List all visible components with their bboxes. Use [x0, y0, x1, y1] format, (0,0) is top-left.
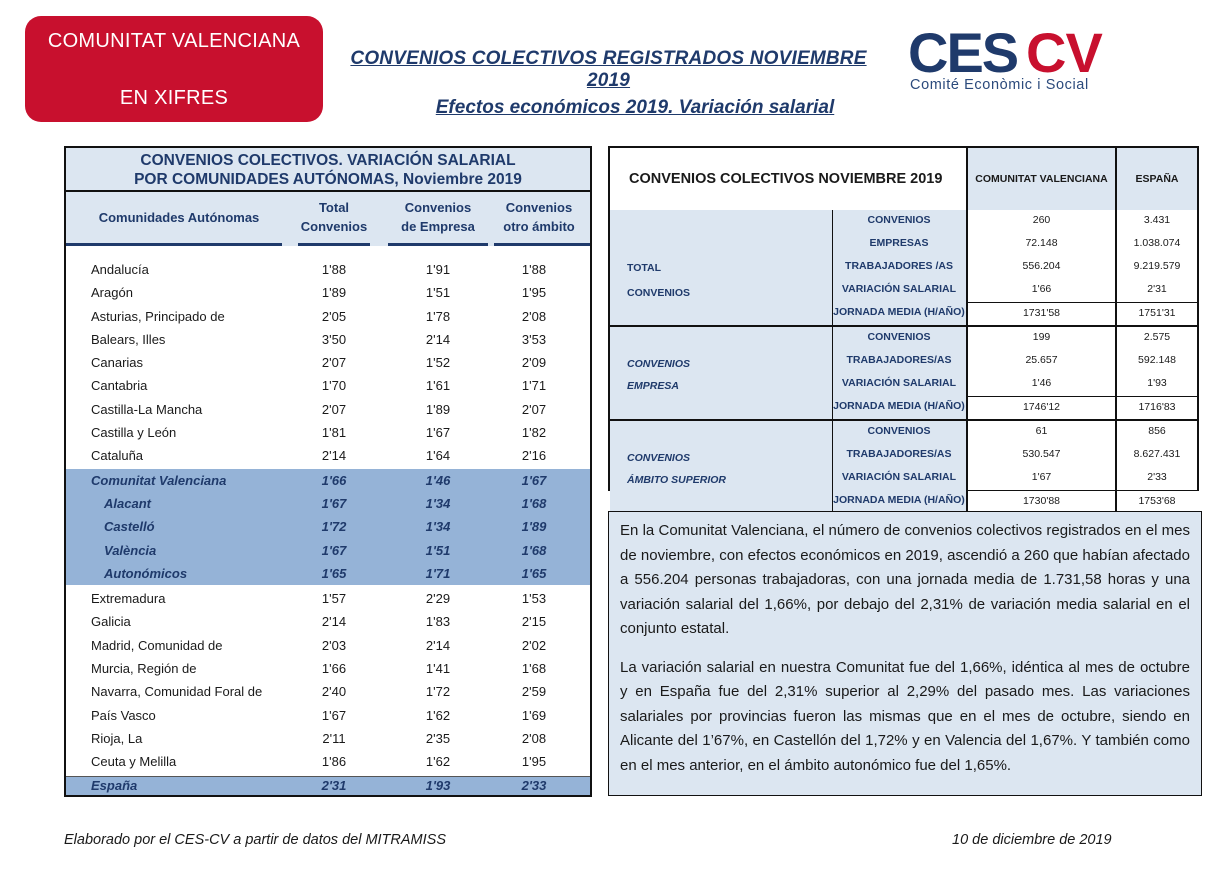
row-total: 3'50: [321, 331, 347, 347]
summary-row-cv: 1731'58: [966, 302, 1117, 325]
table-row: [66, 680, 590, 703]
header-empresa-l1: Convenios: [404, 200, 472, 215]
row-total: 1'86: [321, 754, 347, 770]
row-otro: 2'09: [521, 355, 547, 371]
row-name: Madrid, Comunidad de: [91, 637, 223, 653]
summary-table-header: [610, 148, 1197, 212]
row-otro: 1'89: [521, 519, 547, 535]
table-row: [66, 421, 590, 444]
table-row: [66, 351, 590, 374]
summary-row-es: 8.627.431: [1117, 444, 1197, 467]
summary-row-cv: 530.547: [966, 444, 1117, 467]
summary-row-cv: 1730'88: [966, 490, 1117, 513]
table-row: [66, 587, 590, 610]
row-total: 1'67: [321, 495, 347, 511]
row-name: Andalucía: [91, 262, 149, 277]
summary-row: [832, 444, 1197, 467]
header-regions: Comunidades Autónomas: [98, 210, 260, 225]
row-otro: 2'16: [521, 448, 547, 464]
regions-group-b: [66, 587, 590, 773]
table-row: [66, 328, 590, 351]
badge-line1: COMUNITAT VALENCIANA: [47, 30, 301, 52]
row-otro: 1'68: [521, 661, 547, 677]
row-total: 1'66: [321, 661, 347, 677]
summary-row-cv: 25.657: [966, 350, 1117, 373]
row-otro: 3'53: [521, 331, 547, 347]
row-otro: 1'65: [521, 565, 547, 581]
row-name: Alacant: [104, 495, 151, 511]
table-row: [66, 374, 590, 397]
summary-row-es: 1.038.074: [1117, 233, 1197, 256]
row-total: 1'70: [321, 378, 347, 394]
summary-row-label: CONVENIOS: [867, 425, 931, 437]
row-empresa: 1'67: [425, 425, 451, 441]
summary-row: [832, 302, 1197, 325]
summary-row-label: TRABAJADORES /AS: [845, 260, 953, 272]
cescv-logo-mark: [908, 28, 1140, 78]
row-empresa: 1'34: [425, 519, 451, 535]
row-total: 1'65: [321, 565, 347, 581]
row-total: 1'66: [321, 472, 347, 488]
summary-row-label: TRABAJADORES/AS: [846, 448, 952, 460]
table-row: [66, 562, 590, 585]
summary-section: [610, 421, 1197, 513]
spain-total-row: [66, 776, 590, 795]
section-label: [610, 421, 833, 513]
summary-row: [832, 467, 1197, 490]
header-empresa-l2: de Empresa: [401, 219, 475, 234]
summary-row: [832, 256, 1197, 279]
row-empresa: 1'41: [425, 661, 451, 677]
section-label-line: CONVENIOS: [627, 287, 691, 299]
row-total: 2'14: [321, 614, 347, 630]
row-empresa: 2'14: [425, 637, 451, 653]
table-row: [66, 258, 590, 281]
row-otro: 2'33: [521, 778, 547, 793]
row-total: 1'89: [321, 285, 347, 301]
header-total-l2: Convenios: [300, 219, 368, 234]
summary-row: [832, 279, 1197, 302]
summary-row-label: VARIACIÓN SALARIAL: [841, 283, 957, 295]
regional-table-body: [66, 256, 590, 774]
regional-table-header: [66, 192, 590, 246]
table-row: [66, 469, 590, 492]
row-total: 2'05: [321, 308, 347, 324]
row-otro: 1'68: [521, 542, 547, 558]
row-otro: 2'15: [521, 614, 547, 630]
summary-row-label: CONVENIOS: [867, 214, 931, 226]
header-total: [291, 198, 377, 236]
row-otro: 1'69: [521, 707, 547, 723]
section-label: [610, 327, 833, 419]
table-row: [66, 492, 590, 515]
row-name: España: [91, 778, 138, 793]
row-otro: 2'08: [521, 730, 547, 746]
header-otro-l1: Convenios: [505, 200, 573, 215]
summary-row-label: JORNADA MEDIA (H/AÑO): [833, 400, 965, 412]
row-otro: 1'82: [521, 425, 547, 441]
row-name: Castilla-La Mancha: [91, 401, 203, 417]
row-name: Galicia: [91, 614, 131, 630]
table-row: [66, 515, 590, 538]
table-row: [66, 539, 590, 562]
row-empresa: 2'29: [425, 591, 451, 607]
table-row: [66, 657, 590, 680]
row-name: Canarias: [91, 355, 144, 371]
commentary-box: [608, 511, 1202, 796]
summary-row-label: VARIACIÓN SALARIAL: [841, 377, 957, 389]
summary-row-label: EMPRESAS: [869, 237, 929, 249]
row-otro: 2'07: [521, 401, 547, 417]
summary-table-title: CONVENIOS COLECTIVOS NOVIEMBRE 2019: [629, 171, 943, 187]
summary-row-es: 2'33: [1117, 467, 1197, 490]
summary-row-es: 3.431: [1117, 210, 1197, 233]
table-row: [66, 444, 590, 467]
summary-row-label: JORNADA MEDIA (H/AÑO): [833, 306, 965, 318]
row-otro: 2'59: [521, 684, 547, 700]
row-empresa: 1'62: [425, 707, 451, 723]
summary-row-es: 2'31: [1117, 279, 1197, 302]
row-empresa: 1'64: [425, 448, 451, 464]
summary-row-cv: 1'46: [966, 373, 1117, 396]
row-empresa: 1'78: [425, 308, 451, 324]
row-otro: 2'02: [521, 637, 547, 653]
row-name: Cantabria: [91, 378, 148, 394]
row-otro: 1'67: [521, 472, 547, 488]
row-name: Castelló: [104, 519, 155, 535]
row-empresa: 1'51: [425, 542, 451, 558]
row-empresa: 1'71: [425, 565, 451, 581]
svg-text:CES: CES: [908, 28, 1018, 78]
row-empresa: 1'52: [425, 355, 451, 371]
row-empresa: 2'14: [425, 331, 451, 347]
summary-row: [832, 327, 1197, 350]
summary-row-cv: 1746'12: [966, 396, 1117, 419]
row-empresa: 1'62: [425, 754, 451, 770]
row-total: 2'07: [321, 355, 347, 371]
row-total: 2'11: [322, 730, 346, 746]
row-total: 2'31: [321, 778, 347, 793]
row-total: 2'07: [321, 401, 347, 417]
header-underline: [298, 243, 370, 246]
header-underline: [66, 243, 282, 246]
section-label-line: TOTAL: [627, 262, 662, 274]
summary-row-label: TRABAJADORES/AS: [846, 354, 952, 366]
row-total: 1'72: [321, 519, 347, 535]
summary-row-es: 856: [1117, 421, 1197, 444]
source-note: Elaborado por el CES-CV a partir de datos del MITRAMISS: [64, 832, 446, 848]
region-badge: [25, 16, 323, 122]
table-row: [66, 305, 590, 328]
regional-table-title-line2: POR COMUNIDADES AUTÓNOMAS, Noviembre 2019: [134, 171, 522, 188]
row-name: Rioja, La: [91, 730, 143, 746]
table-row: [66, 610, 590, 633]
table-row: [66, 727, 590, 750]
row-name: Balears, Illes: [91, 331, 166, 347]
row-empresa: 1'72: [425, 684, 451, 700]
row-total: 1'81: [321, 425, 347, 441]
row-total: 2'40: [321, 684, 347, 700]
header-otro-l2: otro ámbito: [503, 219, 575, 234]
summary-row: [832, 421, 1197, 444]
row-otro: 1'53: [521, 591, 547, 607]
row-otro: 2'08: [521, 308, 547, 324]
header-underline: [494, 243, 590, 246]
summary-row: [832, 233, 1197, 256]
row-empresa: 1'89: [425, 401, 451, 417]
row-total: 1'67: [321, 707, 347, 723]
row-otro: 1'95: [521, 285, 547, 301]
section-label-line: CONVENIOS: [627, 452, 691, 464]
summary-row-es: 592.148: [1117, 350, 1197, 373]
row-empresa: 1'34: [425, 495, 451, 511]
regional-table-title: [66, 148, 590, 192]
row-name: Cataluña: [91, 448, 144, 464]
summary-row-cv: 1'66: [966, 279, 1117, 302]
col-espana: ESPAÑA: [1117, 148, 1197, 210]
row-otro: 1'95: [521, 754, 547, 770]
table-row: [66, 398, 590, 421]
section-label-line: CONVENIOS: [627, 358, 691, 370]
summary-row-cv: 260: [966, 210, 1117, 233]
summary-row-cv: 72.148: [966, 233, 1117, 256]
summary-row-es: 1716'83: [1117, 396, 1197, 419]
summary-row-es: 1753'68: [1117, 490, 1197, 513]
row-name: Ceuta y Melilla: [91, 754, 177, 770]
header-total-l1: Total: [318, 200, 350, 215]
summary-row-cv: 556.204: [966, 256, 1117, 279]
comunitat-valenciana-group: [66, 469, 590, 585]
summary-row-label: VARIACIÓN SALARIAL: [841, 471, 957, 483]
row-empresa: 1'83: [425, 614, 451, 630]
summary-section: [610, 210, 1197, 325]
regional-table-title-line1: CONVENIOS COLECTIVOS. VARIACIÓN SALARIAL: [140, 152, 516, 169]
row-empresa: 1'93: [425, 778, 451, 793]
badge-line2: EN XIFRES: [119, 87, 229, 109]
row-empresa: 1'51: [425, 285, 451, 301]
row-name: Navarra, Comunidad Foral de: [91, 684, 263, 700]
row-name: València: [104, 542, 157, 558]
row-otro: 1'71: [521, 378, 547, 394]
table-row: [66, 634, 590, 657]
row-empresa: 2'35: [425, 730, 451, 746]
row-name: Autonómicos: [104, 565, 188, 581]
row-total: 2'14: [321, 448, 347, 464]
regional-wage-table: [64, 146, 592, 797]
summary-section: [610, 327, 1197, 419]
summary-row: [832, 373, 1197, 396]
row-name: País Vasco: [91, 707, 156, 723]
commentary-paragraph-2: La variación salarial en nuestra Comunitat fue del 1,66%, idéntica al mes de octubre y en España fue del 2,31% superior al 2,29% del pasado mes. Las variaciones salariales por provincias fueron las mismas que en el mes de octubre, siendo en Alicante del 1’67%, en Castellón del 1,72% y en Valencia del 1,67%. Y también como en el mes anterior, en el ámbito autonómico fue del 1,65%.: [620, 658, 1190, 774]
commentary-paragraph-1: En la Comunitat Valenciana, el número de convenios colectivos registrados en el mes de noviembre, con efectos económicos en 2019, ascendió a 260 que habían afectado a 556.204 personas trabajadoras, con una jornada media de 1.731,58 horas y una variación salarial del 1,66%, por debajo del 2,31% de variación media salarial en el conjunto estatal.: [620, 522, 1190, 637]
regions-group-a: [66, 258, 590, 468]
row-total: 1'67: [321, 542, 347, 558]
section-label-line: ÁMBITO SUPERIOR: [627, 474, 726, 486]
row-otro: 1'88: [521, 262, 547, 277]
row-name: Asturias, Principado de: [91, 308, 225, 324]
summary-row: [832, 210, 1197, 233]
report-titles: [330, 48, 890, 119]
row-name: Castilla y León: [91, 425, 177, 441]
header-underline: [388, 243, 488, 246]
summary-row-cv: 1'67: [966, 467, 1117, 490]
table-row: [66, 281, 590, 304]
row-empresa: 1'61: [425, 378, 451, 394]
row-otro: 1'68: [521, 495, 547, 511]
row-name: Comunitat Valenciana: [91, 472, 227, 488]
summary-row: [832, 490, 1197, 513]
col-comunitat-valenciana: COMUNITAT VALENCIANA: [966, 148, 1117, 210]
table-row: [66, 750, 590, 773]
table-row: [66, 704, 590, 727]
summary-row-es: 1751'31: [1117, 302, 1197, 325]
section-label: [610, 210, 833, 325]
svg-text:CV: CV: [1026, 28, 1102, 78]
report-subtitle: Efectos económicos 2019. Variación salarial: [435, 97, 835, 118]
header-empresa: [390, 198, 486, 236]
section-label-line: EMPRESA: [627, 380, 679, 392]
summary-row-es: 1'93: [1117, 373, 1197, 396]
report-title: CONVENIOS COLECTIVOS REGISTRADOS NOVIEMBRE 2019: [350, 48, 867, 91]
row-empresa: 1'46: [425, 472, 451, 488]
row-name: Aragón: [91, 285, 133, 301]
summary-table: [608, 146, 1199, 507]
summary-row-cv: 199: [966, 327, 1117, 350]
row-total: 1'88: [321, 262, 347, 277]
row-name: Extremadura: [91, 591, 166, 607]
logo-subtitle: Comité Econòmic i Social: [910, 77, 1089, 93]
summary-row-cv: 61: [966, 421, 1117, 444]
row-total: 2'03: [321, 637, 347, 653]
summary-row-es: 9.219.579: [1117, 256, 1197, 279]
summary-row: [832, 396, 1197, 419]
summary-row-es: 2.575: [1117, 327, 1197, 350]
summary-row-label: CONVENIOS: [867, 331, 931, 343]
row-total: 1'57: [321, 591, 347, 607]
row-empresa: 1'91: [425, 262, 451, 277]
summary-row-label: JORNADA MEDIA (H/AÑO): [833, 494, 965, 506]
row-name: Murcia, Región de: [91, 661, 197, 677]
header-otro: [496, 198, 582, 236]
summary-row: [832, 350, 1197, 373]
cescv-logo: [908, 28, 1140, 94]
publication-date: 10 de diciembre de 2019: [952, 832, 1112, 848]
